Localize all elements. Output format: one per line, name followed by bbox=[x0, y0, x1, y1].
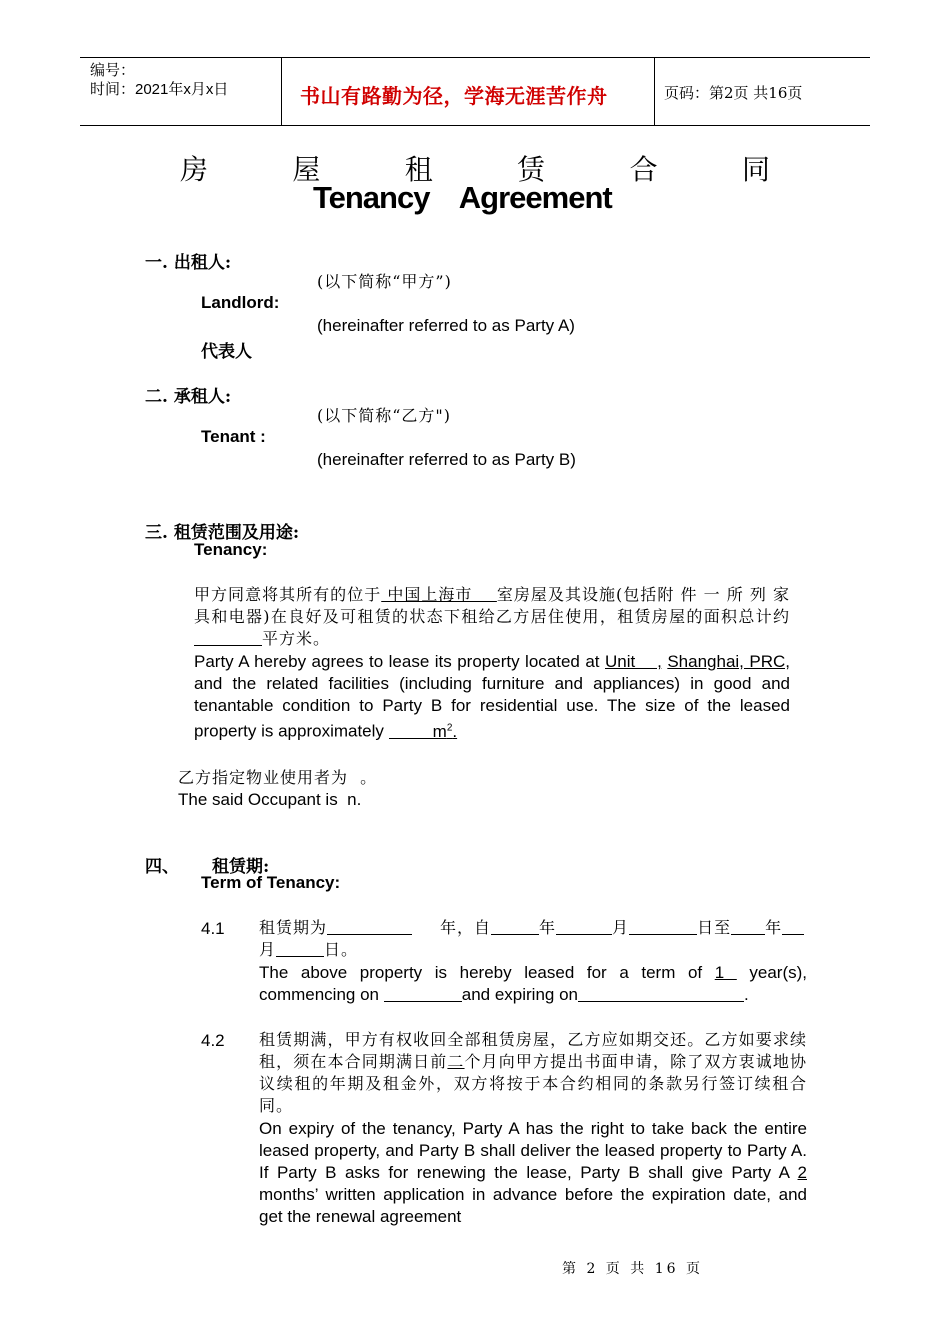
page-footer: 第 2 页 共 16 页 bbox=[562, 1261, 703, 1277]
section1-note-cn: (以下简称“甲方”) bbox=[317, 272, 452, 291]
representative-label: 代表人 bbox=[201, 342, 252, 362]
section3-paragraph-en: Party A hereby agrees to lease its property located at Unit , Shanghai, PRC, and the related facilities (including furniture and appliances) in good and tenantable condition to Party B for residential use. The size of the leased property is approximately $m^2$. bbox=[194, 652, 790, 741]
section4-number: 四、 bbox=[145, 857, 179, 877]
months-fill-cn: 二 bbox=[447, 1052, 465, 1071]
section2-heading: 二. 承租人: bbox=[145, 387, 232, 407]
section4-label-en: Term of Tenancy: bbox=[201, 873, 341, 892]
clause-4-1-cn: 租赁期为 年，自 年 月 日至 年月 日。 bbox=[259, 917, 807, 961]
title-char: 租 bbox=[404, 153, 433, 186]
clause-4-2-cn: 租赁期满，甲方有权收回全部租赁房屋，乙方应如期交还。乙方如要求续租，须在本合同期满日前二个月向甲方提出书面申请，除了双方衷诚地协议续租的年期及租金外，双方将按于本合约相同的条款另行签订续租合同。 bbox=[259, 1030, 807, 1115]
title-en: Tenancy Agreement bbox=[313, 180, 612, 215]
start-month-blank bbox=[556, 918, 612, 935]
expire-blank bbox=[578, 985, 744, 1002]
title-char: 房 bbox=[180, 153, 209, 186]
start-year-blank bbox=[491, 918, 539, 935]
commence-blank bbox=[384, 985, 462, 1002]
page-label: 页码：第2页 共16页 bbox=[664, 84, 803, 102]
size-blank bbox=[389, 722, 433, 739]
title-char: 屋 bbox=[292, 153, 321, 186]
section2-note-cn: (以下简称“乙方") bbox=[317, 406, 452, 425]
title-char: 合 bbox=[629, 153, 658, 186]
header-motto: 书山有路勤为径，学海无涯苦作舟 bbox=[300, 84, 608, 108]
end-year-blank bbox=[731, 918, 765, 935]
landlord-label: Landlord: bbox=[201, 293, 280, 312]
header-divider-left bbox=[281, 57, 282, 126]
date-label: 时间：2021年x月x日 bbox=[90, 81, 229, 98]
unit-m: $m^2$. bbox=[432, 721, 458, 741]
city-fill: Shanghai, PRC, bbox=[667, 652, 790, 671]
section3-label-en: Tenancy: bbox=[194, 540, 268, 559]
unit-fill: Unit , bbox=[605, 652, 662, 671]
section4-heading: 租赁期: bbox=[212, 857, 270, 877]
end-month-blank bbox=[782, 918, 804, 935]
clause-4-2-number: 4.2 bbox=[201, 1031, 225, 1050]
clause-4-1-en: The above property is hereby leased for a term of 1 year(s), commencing on and expiring on . bbox=[259, 963, 808, 1004]
section3-heading: 三. 租赁范围及用途: bbox=[145, 523, 300, 543]
area-blank bbox=[194, 629, 262, 646]
code-label: 编号： bbox=[90, 62, 136, 79]
header-bottom-rule bbox=[80, 125, 870, 126]
location-fill: 中国上海市 bbox=[381, 585, 497, 604]
clause-4-2-en: On expiry of the tenancy, Party A has the right to take back the entire leased property, and Party B shall deliver the leased property to Party A. If Party B asks for renewing the lease, Party B shall give Party A 2 months’ written application in advance before the expiration date, and get the renewal agreement bbox=[259, 1119, 807, 1226]
term-blank bbox=[327, 918, 412, 935]
end-day-blank bbox=[276, 940, 324, 957]
title-char: 同 bbox=[741, 153, 770, 186]
occupant-cn: 乙方指定物业使用者为 。 bbox=[178, 768, 378, 787]
title-char: 赁 bbox=[517, 153, 546, 186]
section1-heading: 一. 出租人: bbox=[145, 253, 232, 273]
occupant-en: The said Occupant is n. bbox=[178, 790, 362, 809]
header-top-rule bbox=[80, 57, 870, 58]
term-years-fill: 1 bbox=[714, 963, 737, 982]
section3-paragraph-cn: 甲方同意将其所有的位于 中国上海市 室房屋及其设施(包括附 件 一 所 列 家具和电器)在良好及可租赁的状态下租给乙方居住使用，租赁房屋的面积总计约平方米。 bbox=[194, 585, 790, 648]
months-fill-en: 2 bbox=[797, 1163, 807, 1182]
section1-note-en: (hereinafter referred to as Party A) bbox=[317, 316, 575, 335]
section2-note-en: (hereinafter referred to as Party B) bbox=[317, 450, 576, 469]
header-divider-right bbox=[654, 57, 655, 126]
start-day-blank bbox=[629, 918, 697, 935]
clause-4-1-number: 4.1 bbox=[201, 919, 225, 938]
tenant-label: Tenant : bbox=[201, 427, 266, 446]
